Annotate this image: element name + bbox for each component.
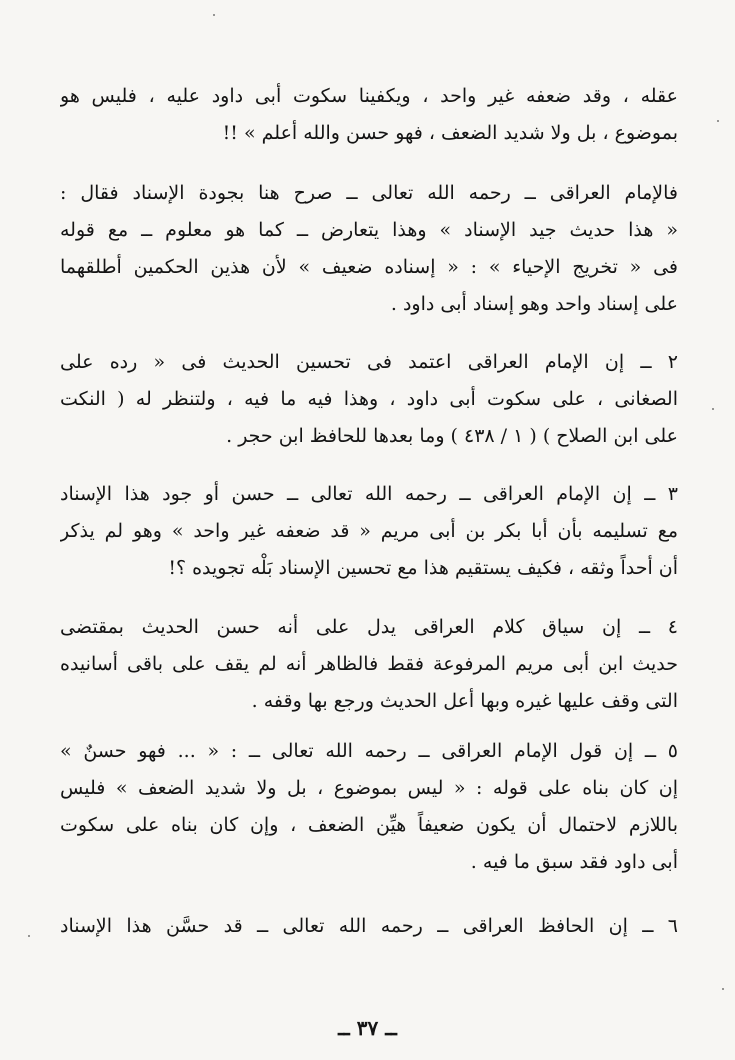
paragraph-quote-end: [60, 78, 678, 152]
paragraph-point-4: [60, 609, 678, 720]
scan-speck: [712, 408, 714, 410]
text-line: عقله ، وقد ضعفه غير واحد ، ويكفينا سكوت أبى داود عليه ، فليس هو: [60, 85, 678, 107]
text-line: ٣ ــ إن الإمام العراقى ــ رحمه الله تعالى ــ حسن أو جود هذا الإسناد: [60, 483, 678, 505]
text-line: فى « تخريج الإحياء » : « إسناده ضعيف » لأن هذين الحكمين أطلقهما: [60, 256, 678, 278]
text-line: على إسناد واحد وهو إسناد أبى داود .: [390, 293, 678, 315]
text-line: باللازم لاحتمال أن يكون ضعيفاً هيِّن الضعف ، وإن كان بناه على سكوت: [60, 814, 678, 836]
text-line: بموضوع ، بل ولا شديد الضعف ، فهو حسن والله أعلم » !!: [222, 122, 678, 144]
paragraph-iraqi-commentary: [60, 175, 678, 323]
text-line: على ابن الصلاح ) ( ١ / ٤٣٨ ) وما بعدها للحافظ ابن حجر .: [226, 425, 678, 447]
text-line: الصغانى ، على سكوت أبى داود ، وهذا فيه ما فيه ، ولتنظر له ( النكت: [60, 388, 678, 410]
text-line: ٥ ــ إن قول الإمام العراقى ــ رحمه الله تعالى ــ : « ... فهو حسنٌ »: [60, 740, 678, 762]
text-line: « هذا حديث جيد الإسناد » وهذا يتعارض ــ كما هو معلوم ــ مع قوله: [60, 219, 678, 241]
text-line: أبى داود فقد سبق ما فيه .: [470, 851, 678, 873]
text-line: ٤ ــ إن سياق كلام العراقى يدل على أنه حسن الحديث بمقتضى: [60, 616, 678, 638]
paragraph-point-3: [60, 476, 678, 587]
text-line: مع تسليمه بأن أبا بكر بن أبى مريم « قد ضعفه غير واحد » وهو لم يذكر: [60, 520, 678, 542]
paragraph-point-2: [60, 344, 678, 455]
text-line: حديث ابن أبى مريم المرفوعة فقط فالظاهر أنه لم يقف على باقى أسانيده: [60, 653, 678, 675]
scan-speck: [717, 120, 719, 122]
text-line: ٦ ــ إن الحافظ العراقى ــ رحمه الله تعالى ــ قد حسَّن هذا الإسناد: [60, 915, 678, 937]
scan-speck: [722, 988, 724, 990]
text-line: أن أحداً وثقه ، فكيف يستقيم هذا مع تحسين الإسناد بَلْه تجويده ؟!: [168, 557, 678, 579]
text-line: فالإمام العراقى ــ رحمه الله تعالى ــ صرح هنا بجودة الإسناد فقال :: [60, 182, 678, 204]
text-line: التى وقف عليها غيره وبها أعل الحديث ورجع بها وقفه .: [251, 690, 678, 712]
paragraph-point-5: [60, 733, 678, 881]
scan-speck: [213, 14, 215, 16]
text-line: إن كان بناه على قوله : « ليس بموضوع ، بل ولا شديد الضعف » فليس: [60, 777, 678, 799]
page-number: ــ ٣٧ ــ: [338, 1016, 397, 1040]
scan-speck: [28, 935, 30, 937]
paragraph-point-6: [60, 908, 678, 945]
text-line: ٢ ــ إن الإمام العراقى اعتمد فى تحسين الحديث فى « رده على: [60, 351, 678, 373]
